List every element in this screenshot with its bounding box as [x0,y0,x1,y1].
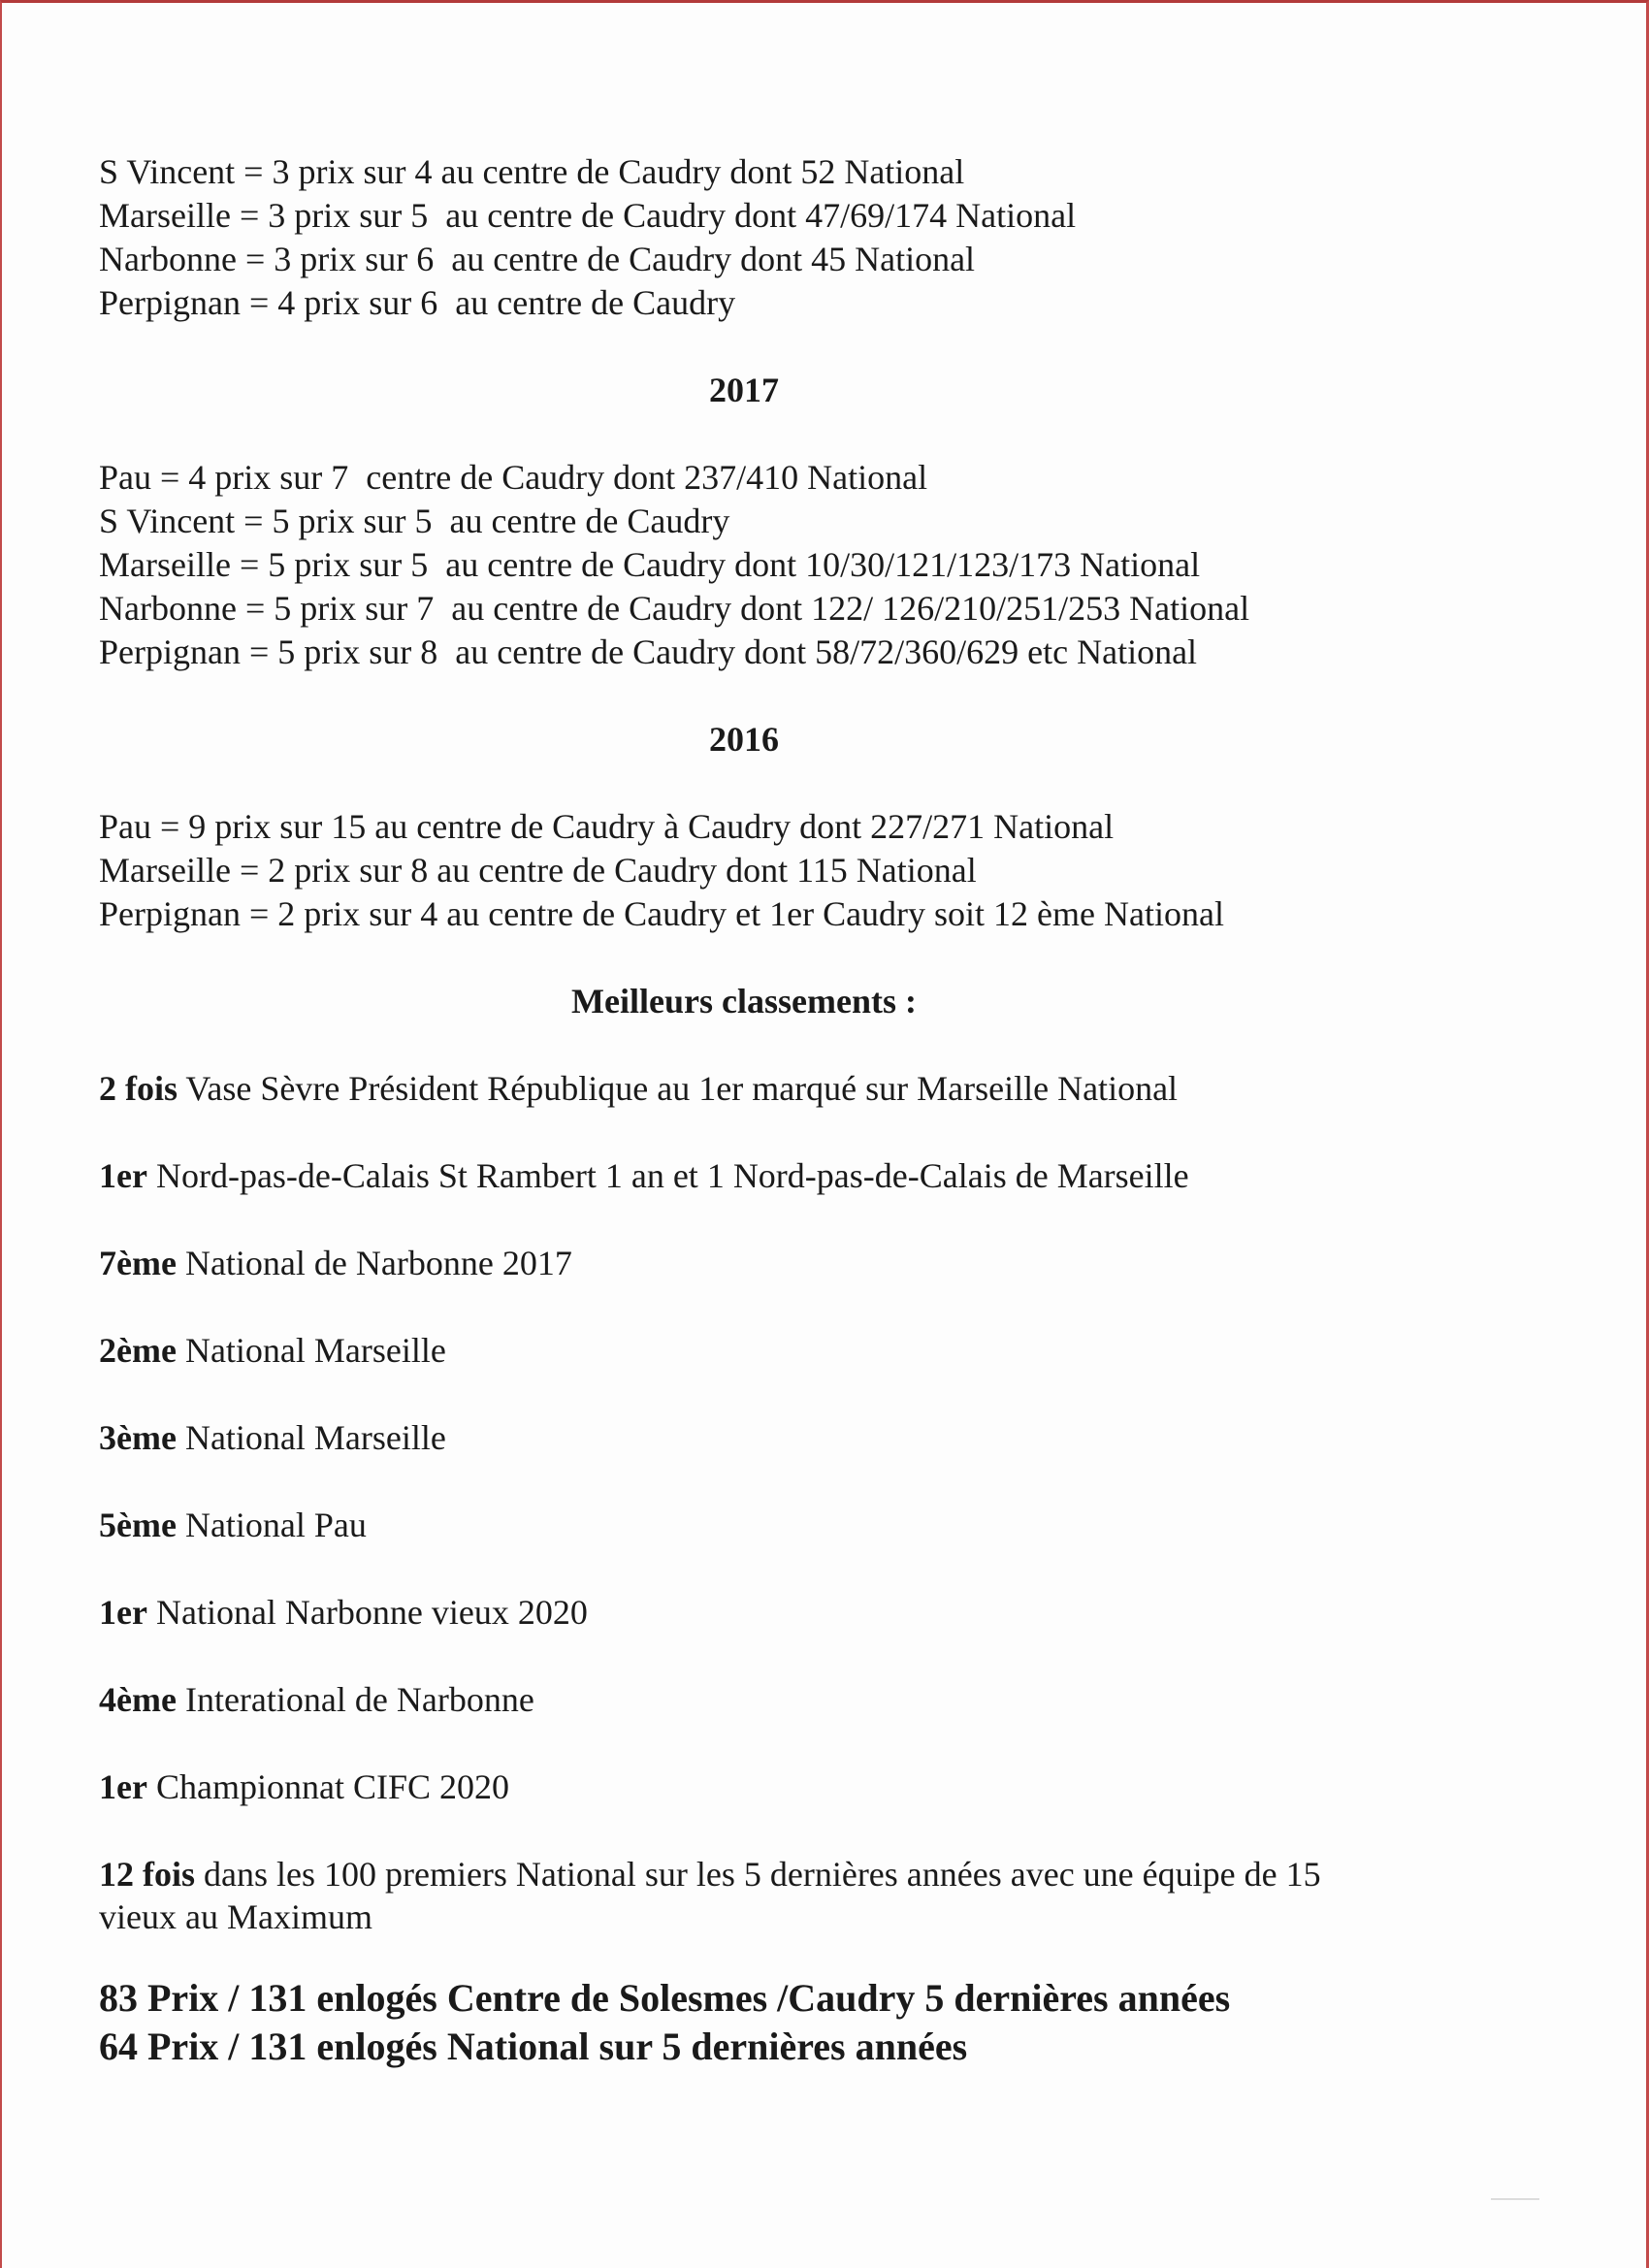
scan-mark [1491,2198,1539,2200]
result-line: Narbonne = 5 prix sur 7 au centre de Caudry dont 122/ 126/210/251/253 National [99,589,1250,628]
best-item-rank: 7ème [99,1244,177,1282]
best-item-rank: 1er [99,1156,147,1195]
best-item-rank: 4ème [99,1680,177,1719]
summary-line-national: 64 Prix / 131 enlogés National sur 5 dernières années [99,2025,968,2068]
summary-line-centre: 83 Prix / 131 enlogés Centre de Solesmes /Caudry 5 dernières années [99,1976,1231,2020]
best-item [99,1416,1554,1460]
best-item [99,1591,1554,1635]
best-rankings-list [99,1067,1554,1938]
document-body [99,150,1554,2071]
best-item [99,1242,1554,1285]
result-line: S Vincent = 3 prix sur 4 au centre de Caudry dont 52 National [99,152,965,191]
best-item-rank: 3ème [99,1418,177,1457]
best-item-text: National Pau [176,1506,367,1544]
best-item [99,1766,1554,1809]
best-rankings-heading: Meilleurs classements : [571,982,917,1021]
result-line: Perpignan = 4 prix sur 6 au centre de Caudry [99,283,736,322]
best-item-text: Interational de Narbonne [176,1680,534,1719]
best-item-text: National Marseille [176,1418,446,1457]
best-item-text: dans les 100 premiers National sur les 5 dernières années avec une équipe de 15 vieux au Maximum [99,1855,1321,1936]
best-item [99,1853,1389,1938]
best-item-text: Championnat CIFC 2020 [146,1767,509,1806]
best-item [99,1678,1554,1722]
best-item-text: Vase Sèvre Président République au 1er marqué sur Marseille National [178,1069,1179,1108]
best-item-rank: 1er [99,1767,147,1806]
best-item-rank: 12 fois [99,1855,195,1894]
result-line: Pau = 4 prix sur 7 centre de Caudry dont 237/410 National [99,458,928,497]
year-heading-2016: 2016 [709,720,779,759]
best-item [99,1329,1554,1373]
result-line: Marseille = 5 prix sur 5 au centre de Caudry dont 10/30/121/123/173 National [99,545,1201,584]
best-item-text: National de Narbonne 2017 [176,1244,572,1282]
best-item [99,1067,1554,1111]
best-item [99,1504,1554,1547]
result-line: Marseille = 2 prix sur 8 au centre de Caudry dont 115 National [99,851,977,890]
year-heading-2017: 2017 [709,371,779,409]
best-item [99,1154,1554,1198]
result-line: S Vincent = 5 prix sur 5 au centre de Caudry [99,502,730,540]
best-item-rank: 1er [99,1593,147,1632]
results-2016 [99,805,1554,936]
summary-block [99,1974,1554,2071]
best-item-rank: 2ème [99,1331,177,1370]
best-item-rank: 2 fois [99,1069,178,1108]
result-line: Marseille = 3 prix sur 5 au centre de Caudry dont 47/69/174 National [99,196,1077,235]
results-top [99,150,1554,325]
best-item-rank: 5ème [99,1506,177,1544]
result-line: Narbonne = 3 prix sur 6 au centre de Caudry dont 45 National [99,240,976,278]
results-2017 [99,456,1554,674]
result-line: Pau = 9 prix sur 15 au centre de Caudry à Caudry dont 227/271 National [99,807,1115,846]
best-item-text: Nord-pas-de-Calais St Rambert 1 an et 1 Nord-pas-de-Calais de Marseille [146,1156,1189,1195]
best-item-text: National Marseille [176,1331,446,1370]
result-line: Perpignan = 2 prix sur 4 au centre de Caudry et 1er Caudry soit 12 ème National [99,894,1224,933]
best-item-text: National Narbonne vieux 2020 [146,1593,588,1632]
result-line: Perpignan = 5 prix sur 8 au centre de Caudry dont 58/72/360/629 etc National [99,632,1198,671]
